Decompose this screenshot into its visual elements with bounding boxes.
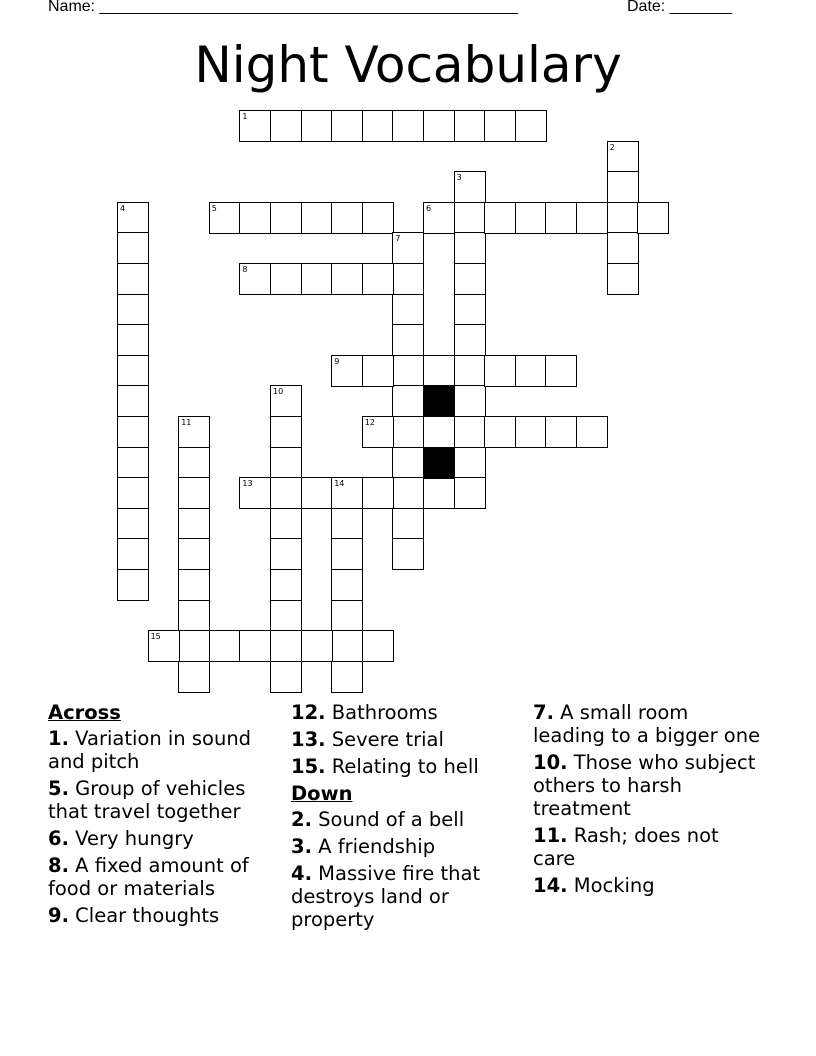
- grid-cell[interactable]: [270, 569, 302, 601]
- grid-cell[interactable]: [331, 508, 363, 540]
- grid-cell[interactable]: [545, 355, 577, 387]
- clue-down-10: 10. Those who subject others to harsh treatment: [533, 751, 756, 820]
- grid-cell[interactable]: [392, 538, 424, 570]
- clue-across-13: 13. Severe trial: [291, 728, 444, 751]
- name-line[interactable]: Name: _______________________________________________: [48, 0, 518, 15]
- clues-column-1: [48, 701, 273, 931]
- filled-square: [423, 447, 455, 479]
- grid-cell[interactable]: [454, 263, 486, 295]
- grid-cell[interactable]: [331, 661, 363, 693]
- clue-number: 1: [242, 112, 248, 121]
- grid-cell[interactable]: [178, 447, 210, 479]
- clue-number: 3: [456, 173, 462, 183]
- grid-cell[interactable]: [392, 477, 424, 509]
- grid-cell[interactable]: [331, 600, 363, 632]
- filled-square: [423, 385, 455, 417]
- clue-down-2: 2. Sound of a bell: [291, 808, 465, 831]
- grid-cell[interactable]: [301, 202, 333, 234]
- grid-cell[interactable]: [331, 538, 363, 570]
- grid-cell[interactable]: [362, 630, 394, 662]
- grid-cell[interactable]: [331, 569, 363, 601]
- grid-cell[interactable]: [117, 477, 149, 509]
- clue-number: 15: [150, 632, 161, 642]
- date-line[interactable]: Date: _______: [627, 0, 732, 15]
- clue-down-11: 11. Rash; does not care: [533, 824, 719, 870]
- grid-cell[interactable]: [454, 232, 486, 264]
- clue-across-8: 8. A fixed amount of food or materials: [48, 854, 249, 900]
- grid-cell[interactable]: [117, 232, 149, 264]
- grid-cell[interactable]: [270, 630, 302, 662]
- grid-cell[interactable]: [301, 263, 333, 295]
- grid-cell[interactable]: [117, 263, 149, 295]
- grid-cell[interactable]: [392, 355, 424, 387]
- clue-across-12: 12. Bathrooms: [291, 701, 438, 724]
- grid-cell[interactable]: [484, 416, 516, 448]
- grid-cell[interactable]: [515, 355, 547, 387]
- grid-cell[interactable]: [117, 508, 149, 540]
- grid-cell[interactable]: [454, 416, 486, 448]
- grid-cell[interactable]: [515, 416, 547, 448]
- clue-across-15: 15. Relating to hell: [291, 755, 479, 778]
- grid-cell[interactable]: [545, 202, 577, 234]
- grid-cell[interactable]: [178, 569, 210, 601]
- grid-cell[interactable]: [178, 508, 210, 540]
- clue-down-7: 7. A small room leading to a bigger one: [533, 701, 761, 747]
- clue-number: 8: [242, 265, 248, 274]
- clue-down-14: 14. Mocking: [533, 874, 655, 897]
- grid-cell[interactable]: [331, 202, 363, 234]
- grid-cell[interactable]: [209, 630, 241, 662]
- grid-cell[interactable]: [270, 416, 302, 448]
- clue-number: 12: [364, 418, 375, 427]
- grid-cell[interactable]: [607, 232, 639, 264]
- grid-cell[interactable]: [331, 110, 363, 142]
- grid-cell[interactable]: [270, 202, 302, 234]
- grid-cell[interactable]: [454, 447, 486, 479]
- grid-cell[interactable]: [270, 447, 302, 479]
- grid-cell[interactable]: [117, 294, 149, 326]
- grid-cell[interactable]: [392, 508, 424, 540]
- grid-cell[interactable]: [301, 110, 333, 142]
- grid-cell[interactable]: [178, 630, 210, 662]
- clue-number: 9: [334, 356, 340, 366]
- grid-cell[interactable]: [515, 202, 547, 234]
- grid-cell[interactable]: [423, 416, 455, 448]
- clue-number: 6: [426, 203, 432, 213]
- grid-cell[interactable]: [301, 477, 333, 509]
- clue-number: 5: [211, 203, 217, 213]
- clue-across-1: 1. Variation in sound and pitch: [48, 727, 252, 773]
- grid-cell[interactable]: [484, 110, 516, 142]
- grid-cell[interactable]: [178, 538, 210, 570]
- grid-cell[interactable]: [454, 355, 486, 387]
- grid-cell[interactable]: [392, 263, 424, 295]
- clue-number: 7: [395, 234, 401, 244]
- grid-cell[interactable]: [117, 447, 149, 479]
- grid-cell[interactable]: [454, 294, 486, 326]
- grid-cell[interactable]: [331, 263, 363, 295]
- grid-cell[interactable]: [270, 661, 302, 693]
- grid-cell[interactable]: [484, 355, 516, 387]
- grid-cell[interactable]: [362, 263, 394, 295]
- grid-cell[interactable]: [545, 416, 577, 448]
- grid-cell[interactable]: [270, 508, 302, 540]
- clue-number: 14: [334, 479, 345, 489]
- clue-number: 4: [120, 203, 126, 213]
- clue-across-9: 9. Clear thoughts: [48, 904, 220, 927]
- grid-cell[interactable]: [178, 600, 210, 632]
- grid-cell[interactable]: [454, 202, 486, 234]
- grid-cell[interactable]: [576, 202, 608, 234]
- grid-cell[interactable]: [392, 110, 424, 142]
- grid-cell[interactable]: [454, 385, 486, 417]
- clue-down-3: 3. A friendship: [291, 835, 436, 858]
- grid-cell[interactable]: [392, 294, 424, 326]
- grid-cell[interactable]: [117, 569, 149, 601]
- clue-number: 10: [273, 387, 284, 397]
- grid-cell[interactable]: [607, 171, 639, 203]
- grid-cell[interactable]: [637, 202, 669, 234]
- grid-cell[interactable]: [515, 110, 547, 142]
- grid-cell[interactable]: [331, 630, 363, 662]
- grid-cell[interactable]: [301, 630, 333, 662]
- grid-cell[interactable]: [392, 385, 424, 417]
- grid-cell[interactable]: [270, 110, 302, 142]
- clues-column-2: [291, 701, 521, 935]
- clue-number: 2: [609, 142, 615, 152]
- grid-cell[interactable]: [607, 263, 639, 295]
- grid-cell[interactable]: [362, 355, 394, 387]
- clue-across-5: 5. Group of vehicles that travel together: [48, 777, 246, 823]
- grid-cell[interactable]: [117, 538, 149, 570]
- grid-cell[interactable]: [239, 202, 271, 234]
- grid-cell[interactable]: [362, 202, 394, 234]
- grid-cell[interactable]: [270, 477, 302, 509]
- grid-cell[interactable]: [239, 630, 271, 662]
- grid-cell[interactable]: [270, 263, 302, 295]
- down-heading: Down: [291, 782, 353, 805]
- grid-cell[interactable]: [178, 661, 210, 693]
- across-heading: Across: [48, 701, 121, 724]
- clue-across-6: 6. Very hungry: [48, 827, 194, 850]
- grid-cell[interactable]: [423, 110, 455, 142]
- grid-cell[interactable]: [392, 447, 424, 479]
- grid-cell[interactable]: [270, 538, 302, 570]
- page-title: Night Vocabulary: [194, 36, 622, 94]
- grid-cell[interactable]: [607, 202, 639, 234]
- grid-cell[interactable]: [423, 355, 455, 387]
- grid-cell[interactable]: [484, 202, 516, 234]
- clue-number: 11: [181, 418, 192, 427]
- grid-cell[interactable]: [392, 324, 424, 356]
- clues-column-3: [533, 701, 763, 901]
- grid-cell[interactable]: [117, 355, 149, 387]
- grid-cell[interactable]: [454, 110, 486, 142]
- grid-cell[interactable]: [117, 324, 149, 356]
- grid-cell[interactable]: [362, 110, 394, 142]
- grid-cell[interactable]: [392, 416, 424, 448]
- grid-cell[interactable]: [117, 385, 149, 417]
- grid-cell[interactable]: [117, 416, 149, 448]
- grid-cell[interactable]: [576, 416, 608, 448]
- grid-cell[interactable]: [362, 477, 394, 509]
- grid-cell[interactable]: [423, 477, 455, 509]
- grid-cell[interactable]: [270, 600, 302, 632]
- clue-number: 13: [242, 479, 253, 489]
- grid-cell[interactable]: [454, 324, 486, 356]
- grid-cell[interactable]: [454, 477, 486, 509]
- clue-down-4: 4. Massive fire that destroys land or property: [291, 862, 481, 931]
- grid-cell[interactable]: [178, 477, 210, 509]
